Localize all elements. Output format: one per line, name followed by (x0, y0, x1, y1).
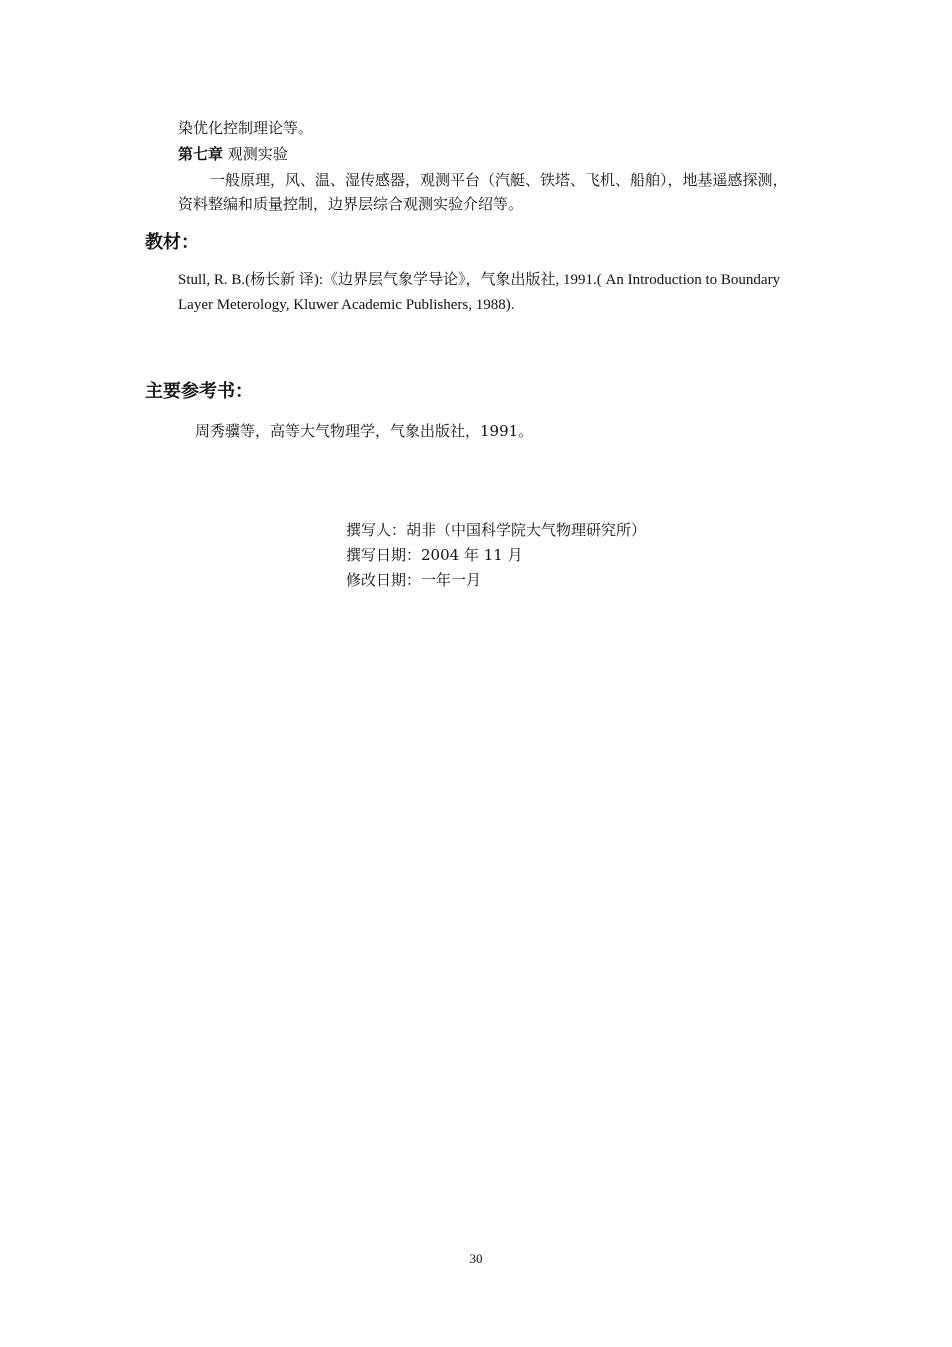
signature-date: 撰写日期：2004 年 11 月 (346, 546, 523, 564)
textbook-heading: 教材： (145, 232, 199, 253)
chapter7-title: 第七章 (178, 145, 224, 163)
chapter7-subtitle: 观测实验 (227, 145, 288, 163)
chapter7-body-line2: 资料整编和质量控制，边界层综合观测实验介绍等。 (178, 195, 524, 213)
textbook-citation-line2: Layer Meterology, Kluwer Academic Publishers, 1988). (178, 297, 515, 313)
references-heading: 主要参考书： (145, 381, 253, 402)
page-number: 30 (469, 1251, 483, 1266)
chapter7-title-line (178, 144, 288, 164)
signature-revised: 修改日期：一年一月 (346, 571, 482, 589)
textbook-citation-line1: Stull, R. B.(杨长新 译):《边界层气象学导论》，气象出版社, 1991.( An Introduction to Boundary (178, 272, 781, 288)
signature-author: 撰写人：胡非（中国科学院大气物理研究所） (346, 521, 647, 539)
reference-item: 周秀骥等，高等大气物理学，气象出版社，1991。 (195, 422, 534, 440)
chapter6-tail-text: 染优化控制理论等。 (178, 119, 314, 137)
chapter7-body-line1: 一般原理，风、温、湿传感器，观测平台（汽艇、铁塔、飞机、船舶），地基遥感探测， (210, 171, 788, 189)
